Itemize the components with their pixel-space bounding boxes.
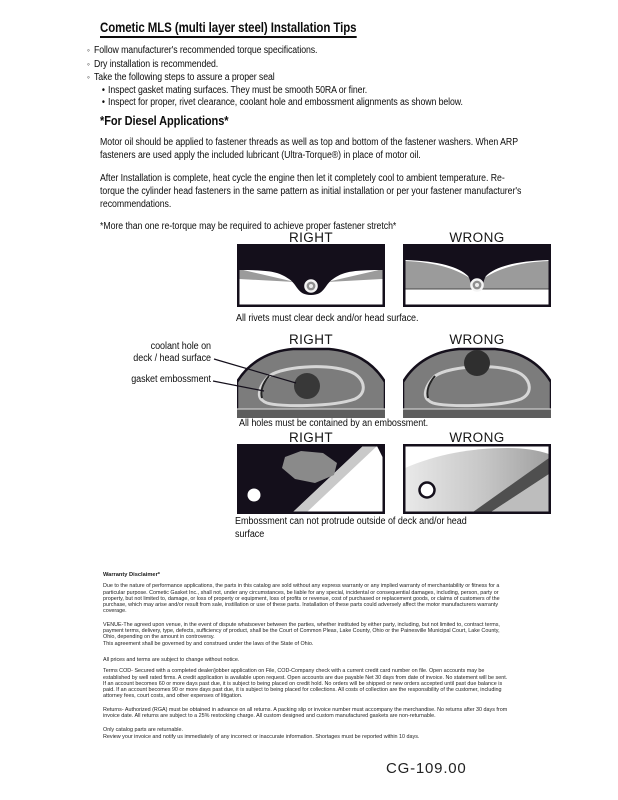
diesel-heading: *For Diesel Applications* [100, 114, 229, 128]
prices-text: All prices and terms are subject to change without notice. [103, 656, 240, 663]
returns-text: Returns- Authorized (RGA) must be obtained in advance on all returns. A packing slip or invoice number must accompany the merchandise. No returns after 30 days from invoice date. All returns are subject to a 25% restocking charge. All custom designed and custom manufactured gaskets are non-returnable. [103, 706, 508, 720]
tip-sub-item: • Inspect for proper, rivet clearance, coolant hole and embossment alignments as shown below. [102, 97, 542, 110]
diesel-note: *More than one re-torque may be required to achieve proper fastener stretch* [100, 221, 397, 233]
venue-text: VENUE-The agreed upon venue, in the event of dispute whatsoever between the parties, whether instituted by either party, including, but not limited to, contract terms, payment terms, delivery, type, defects, sufficiency of product, shall be the Court of Common Pleas, Lake County, Ohio or the Painesville Municipal Court, Lake County, Ohio, depending on the amount in controversy. [103, 621, 500, 641]
wrong-label: WRONG [449, 430, 505, 445]
installation-tips-list [87, 44, 542, 110]
right-label: RIGHT [289, 230, 333, 245]
coolant-hole-callout [85, 341, 211, 365]
diesel-applications-section [100, 115, 527, 242]
coolant-hole-row [0, 331, 618, 439]
wrong-label: WRONG [449, 332, 505, 347]
warranty-disclaimer-text: Due to the nature of performance applications, the parts in this catalog are sold without any express warranty or any implied warranty of merchantability or fitness for a particular purpose. Cometic Gasket Inc., shall not, under any circumstances, be liable for any special, incidental or consequential damages, including, person, party or property, but not limited to, damage, or loss of property or equipment, loss of profits or revenue, cost of purchased or replacement goods, or claims of customers of the purchase, which may arise and/or result from sale, instillation or use of these parts. Installation of these parts could adversely affect the motor manufacturers warranty coverage. [103, 583, 500, 615]
coolant-right-diagram [237, 346, 385, 418]
diesel-paragraph-retorque: After Installation is complete, heat cycle the engine then let it completely cool to ambient temperature. Re-torque the cylinder head fasteners in the same pattern as initial installation or per your fastener manufacturer's recommendations. [100, 172, 522, 211]
tip-sub-item: • Inspect gasket mating surfaces. They must be smooth 50RA or finer. [102, 85, 542, 98]
embossment-caption: Embossment can not protrude outside of deck and/or head surface [235, 516, 467, 540]
embossment-wrong-diagram [403, 444, 551, 514]
diesel-paragraph-oil: Motor oil should be applied to fastener threads as well as top and bottom of the fastener washers. When ARP fasteners are used apply the included lubricant (Ultra-Torque®) in place of motor oil. [100, 137, 518, 162]
embossment-row [0, 429, 618, 549]
coolant-caption: All holes must be contained by an embossment. [239, 418, 429, 429]
rivet-wrong-diagram [403, 244, 551, 307]
rivet-caption: All rivets must clear deck and/or head surface. [236, 313, 419, 324]
wrong-label: WRONG [449, 230, 505, 245]
right-label: RIGHT [289, 332, 333, 347]
review-invoice-text: Review your invoice and notify us immediately of any incorrect or inaccurate information. Shortages must be reported within 10 days. [103, 733, 420, 740]
warranty-disclaimer-heading: Warranty Disclaimer* [103, 572, 161, 578]
callout-line: deck / head surface [133, 353, 211, 364]
tip-item: ◦ Dry installation is recommended. [87, 58, 542, 72]
governing-law-text: This agreement shall be governed by and construed under the laws of the State of Ohio. [103, 640, 314, 647]
coolant-wrong-diagram [403, 346, 551, 418]
rivet-right-diagram [237, 244, 385, 307]
tip-item: ◦ Follow manufacturer's recommended torque specifications. [87, 44, 542, 58]
tip-item: ◦ Take the following steps to assure a proper seal [87, 71, 542, 85]
right-label: RIGHT [289, 430, 333, 445]
page-title: Cometic MLS (multi layer steel) Installation Tips [100, 20, 356, 38]
terms-cod-text: Terms COD- Secured with a completed dealer/jobber application on File, COD-Company check with a current credit card number on file. Open accounts may be established by well rated firms. A credit application is available upon request. Open accounts are due payable Net 30 days from date of invoice. No statement will be sent. If an account becomes 60 or more days past due, it is subject to being placed on credit hold. No orders will be shipped or new orders accepted until past due balance is paid. If an account becomes 90 or more days past due, it is subject to being placed for collections. All costs of collection are the responsibility of the customer, including attorney fees, court costs, and other expenses of litigation. [103, 668, 508, 700]
embossment-right-diagram [237, 444, 385, 514]
returnable-text: Only catalog parts are returnable. [103, 727, 184, 734]
page-code: CG-109.00 [386, 760, 467, 777]
callout-line: coolant hole on [150, 341, 211, 352]
legal-section [103, 572, 508, 740]
gasket-embossment-callout: gasket embossment [131, 374, 211, 385]
rivet-clearance-row [0, 229, 618, 327]
